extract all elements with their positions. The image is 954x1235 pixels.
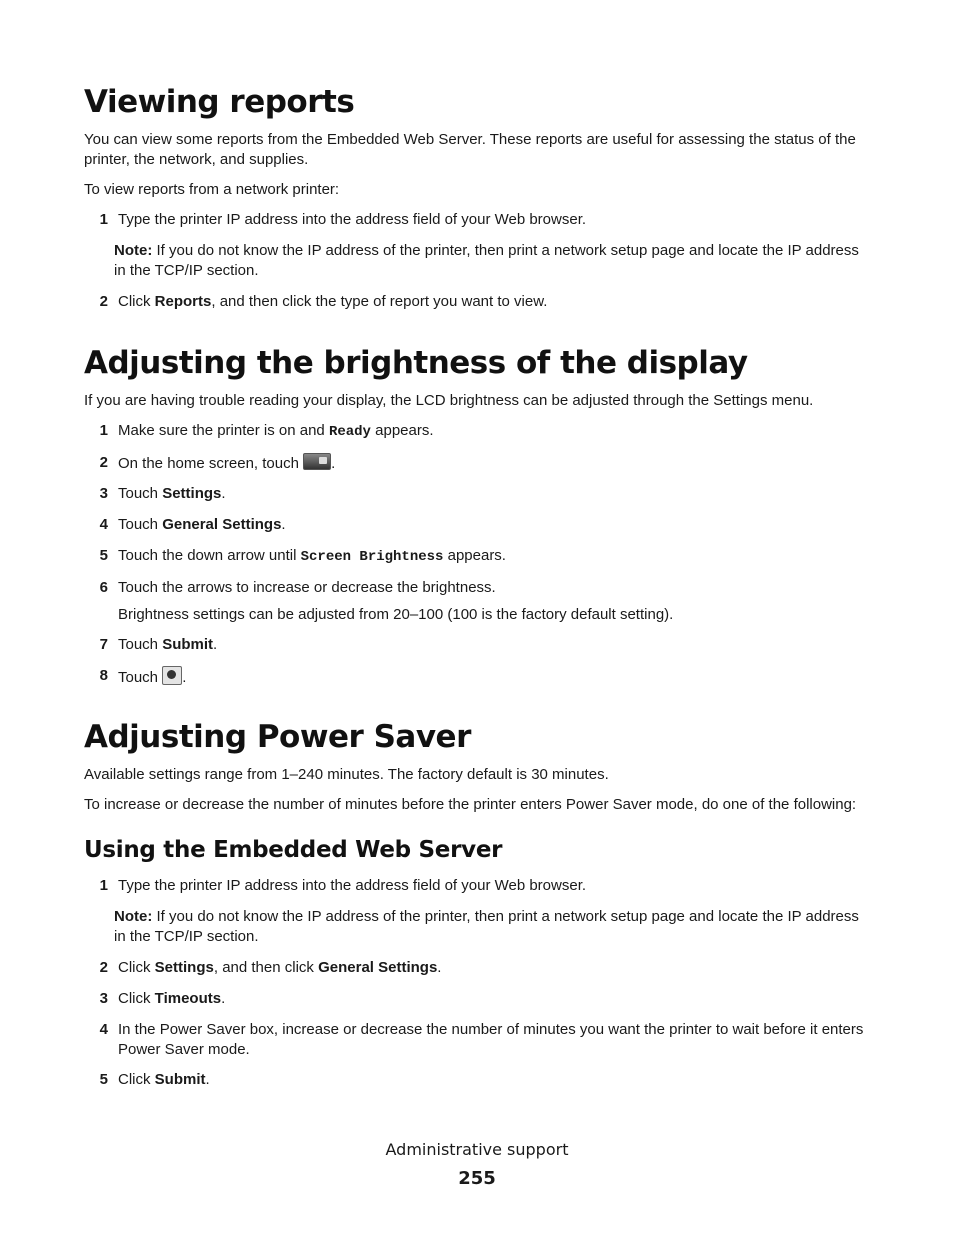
step-item — [84, 515, 874, 535]
ui-term: Submit — [154, 1071, 206, 1088]
step-number: 3 — [99, 990, 108, 1007]
text-run: , and then click the type of report you want to view. — [211, 293, 548, 310]
step-number: 2 — [99, 293, 108, 310]
ui-term: Reports — [154, 293, 212, 310]
text-run: . — [281, 516, 286, 533]
step-text: Type the printer IP address into the address field of your Web browser. — [118, 211, 587, 228]
note-label: Note: — [114, 242, 153, 259]
paragraph: You can view some reports from the Embedded Web Server. These reports are useful for assessing the status of the printer, the network, and supplies. — [84, 131, 856, 168]
step-number: 5 — [99, 1071, 108, 1088]
step-number: 4 — [99, 516, 108, 533]
step-item — [84, 989, 874, 1009]
note — [114, 907, 874, 947]
home-icon — [303, 453, 331, 470]
step-number: 2 — [99, 454, 108, 471]
text-run: Touch — [118, 516, 163, 533]
step-item — [84, 210, 874, 230]
ui-term: General Settings — [318, 959, 438, 976]
step-number: 4 — [99, 1021, 108, 1038]
text-run: On the home screen, touch — [118, 455, 304, 472]
subsection-title: Using the Embedded Web Server — [84, 837, 503, 863]
text-run: Click — [118, 293, 155, 310]
step-item — [84, 958, 874, 978]
text-run: Click — [118, 959, 155, 976]
step-item — [84, 578, 874, 625]
step-text — [108, 635, 874, 655]
step-item — [84, 484, 874, 504]
text-run: , and then click — [213, 959, 319, 976]
paragraph: Available settings range from 1–240 minutes. The factory default is 30 minutes. — [84, 766, 609, 783]
step-text — [108, 546, 874, 567]
ui-term: Settings — [162, 485, 222, 502]
ui-term: Submit — [162, 636, 214, 653]
step-text — [108, 958, 874, 978]
section-title-power-saver: Adjusting Power Saver — [84, 719, 471, 755]
note-label: Note: — [114, 908, 153, 925]
text-run: Touch — [118, 669, 163, 686]
step-text — [108, 453, 874, 474]
paragraph: To increase or decrease the number of minutes before the printer enters Power Saver mode, do one of the following: — [84, 796, 857, 813]
step-text — [108, 484, 874, 504]
text-run: Touch the down arrow until — [118, 547, 301, 564]
text-run: Touch — [118, 636, 163, 653]
text-run: . — [331, 455, 336, 472]
step-item — [84, 666, 874, 688]
step-text — [108, 421, 874, 442]
step-text — [108, 292, 874, 312]
step-number: 6 — [99, 579, 108, 596]
ui-term: General Settings — [162, 516, 282, 533]
step-item — [84, 421, 874, 442]
text-run: . — [205, 1071, 210, 1088]
home-button-icon — [162, 666, 182, 685]
text-run: Make sure the printer is on and — [118, 422, 329, 439]
step-item — [84, 453, 874, 474]
step-text — [108, 515, 874, 535]
text-run: . — [221, 990, 226, 1007]
note — [114, 241, 874, 281]
step-text — [108, 578, 874, 625]
step-item — [84, 1070, 874, 1090]
step-item — [84, 1020, 874, 1060]
step-number: 2 — [99, 959, 108, 976]
step-number: 1 — [99, 211, 108, 228]
step-number: 5 — [99, 547, 108, 564]
section-title-viewing-reports: Viewing reports — [84, 84, 355, 120]
display-message: Ready — [328, 424, 371, 440]
text-run: Click — [118, 1071, 155, 1088]
text-run: Click — [118, 990, 155, 1007]
display-message: Screen Brightness — [300, 549, 444, 565]
step-number: 7 — [99, 636, 108, 653]
step-subtext: Brightness settings can be adjusted from 20–100 (100 is the factory default setting). — [118, 606, 674, 623]
page-number: 255 — [458, 1168, 496, 1189]
text-run: Touch the arrows to increase or decrease the brightness. — [118, 579, 496, 596]
footer-chapter-title: Administrative support — [385, 1140, 569, 1159]
step-item — [84, 635, 874, 655]
step-text — [108, 666, 874, 688]
ui-term: Settings — [154, 959, 214, 976]
text-run: . — [437, 959, 442, 976]
note-text: If you do not know the IP address of the printer, then print a network setup page and locate the IP address in the TCP/IP section. — [114, 242, 859, 279]
step-number: 3 — [99, 485, 108, 502]
text-run: appears. — [370, 422, 434, 439]
text-run: appears. — [443, 547, 506, 564]
text-run: Touch — [118, 485, 163, 502]
ui-term: Timeouts — [154, 990, 222, 1007]
step-item — [84, 546, 874, 567]
step-number: 1 — [99, 877, 108, 894]
section-title-brightness: Adjusting the brightness of the display — [84, 345, 748, 381]
step-text: Type the printer IP address into the address field of your Web browser. — [118, 877, 587, 894]
paragraph: If you are having trouble reading your display, the LCD brightness can be adjusted through the Settings menu. — [84, 392, 814, 409]
step-item — [84, 292, 874, 312]
step-number: 1 — [99, 422, 108, 439]
step-text — [108, 1070, 874, 1090]
step-text — [108, 989, 874, 1009]
text-run: . — [182, 669, 187, 686]
text-run: . — [221, 485, 226, 502]
note-text: If you do not know the IP address of the printer, then print a network setup page and locate the IP address in the TCP/IP section. — [114, 908, 859, 945]
step-item — [84, 876, 874, 896]
text-run: . — [213, 636, 218, 653]
paragraph: To view reports from a network printer: — [84, 181, 340, 198]
step-text: In the Power Saver box, increase or decrease the number of minutes you want the printer to wait before it enters Power Saver mode. — [118, 1021, 864, 1058]
step-number: 8 — [99, 667, 108, 684]
